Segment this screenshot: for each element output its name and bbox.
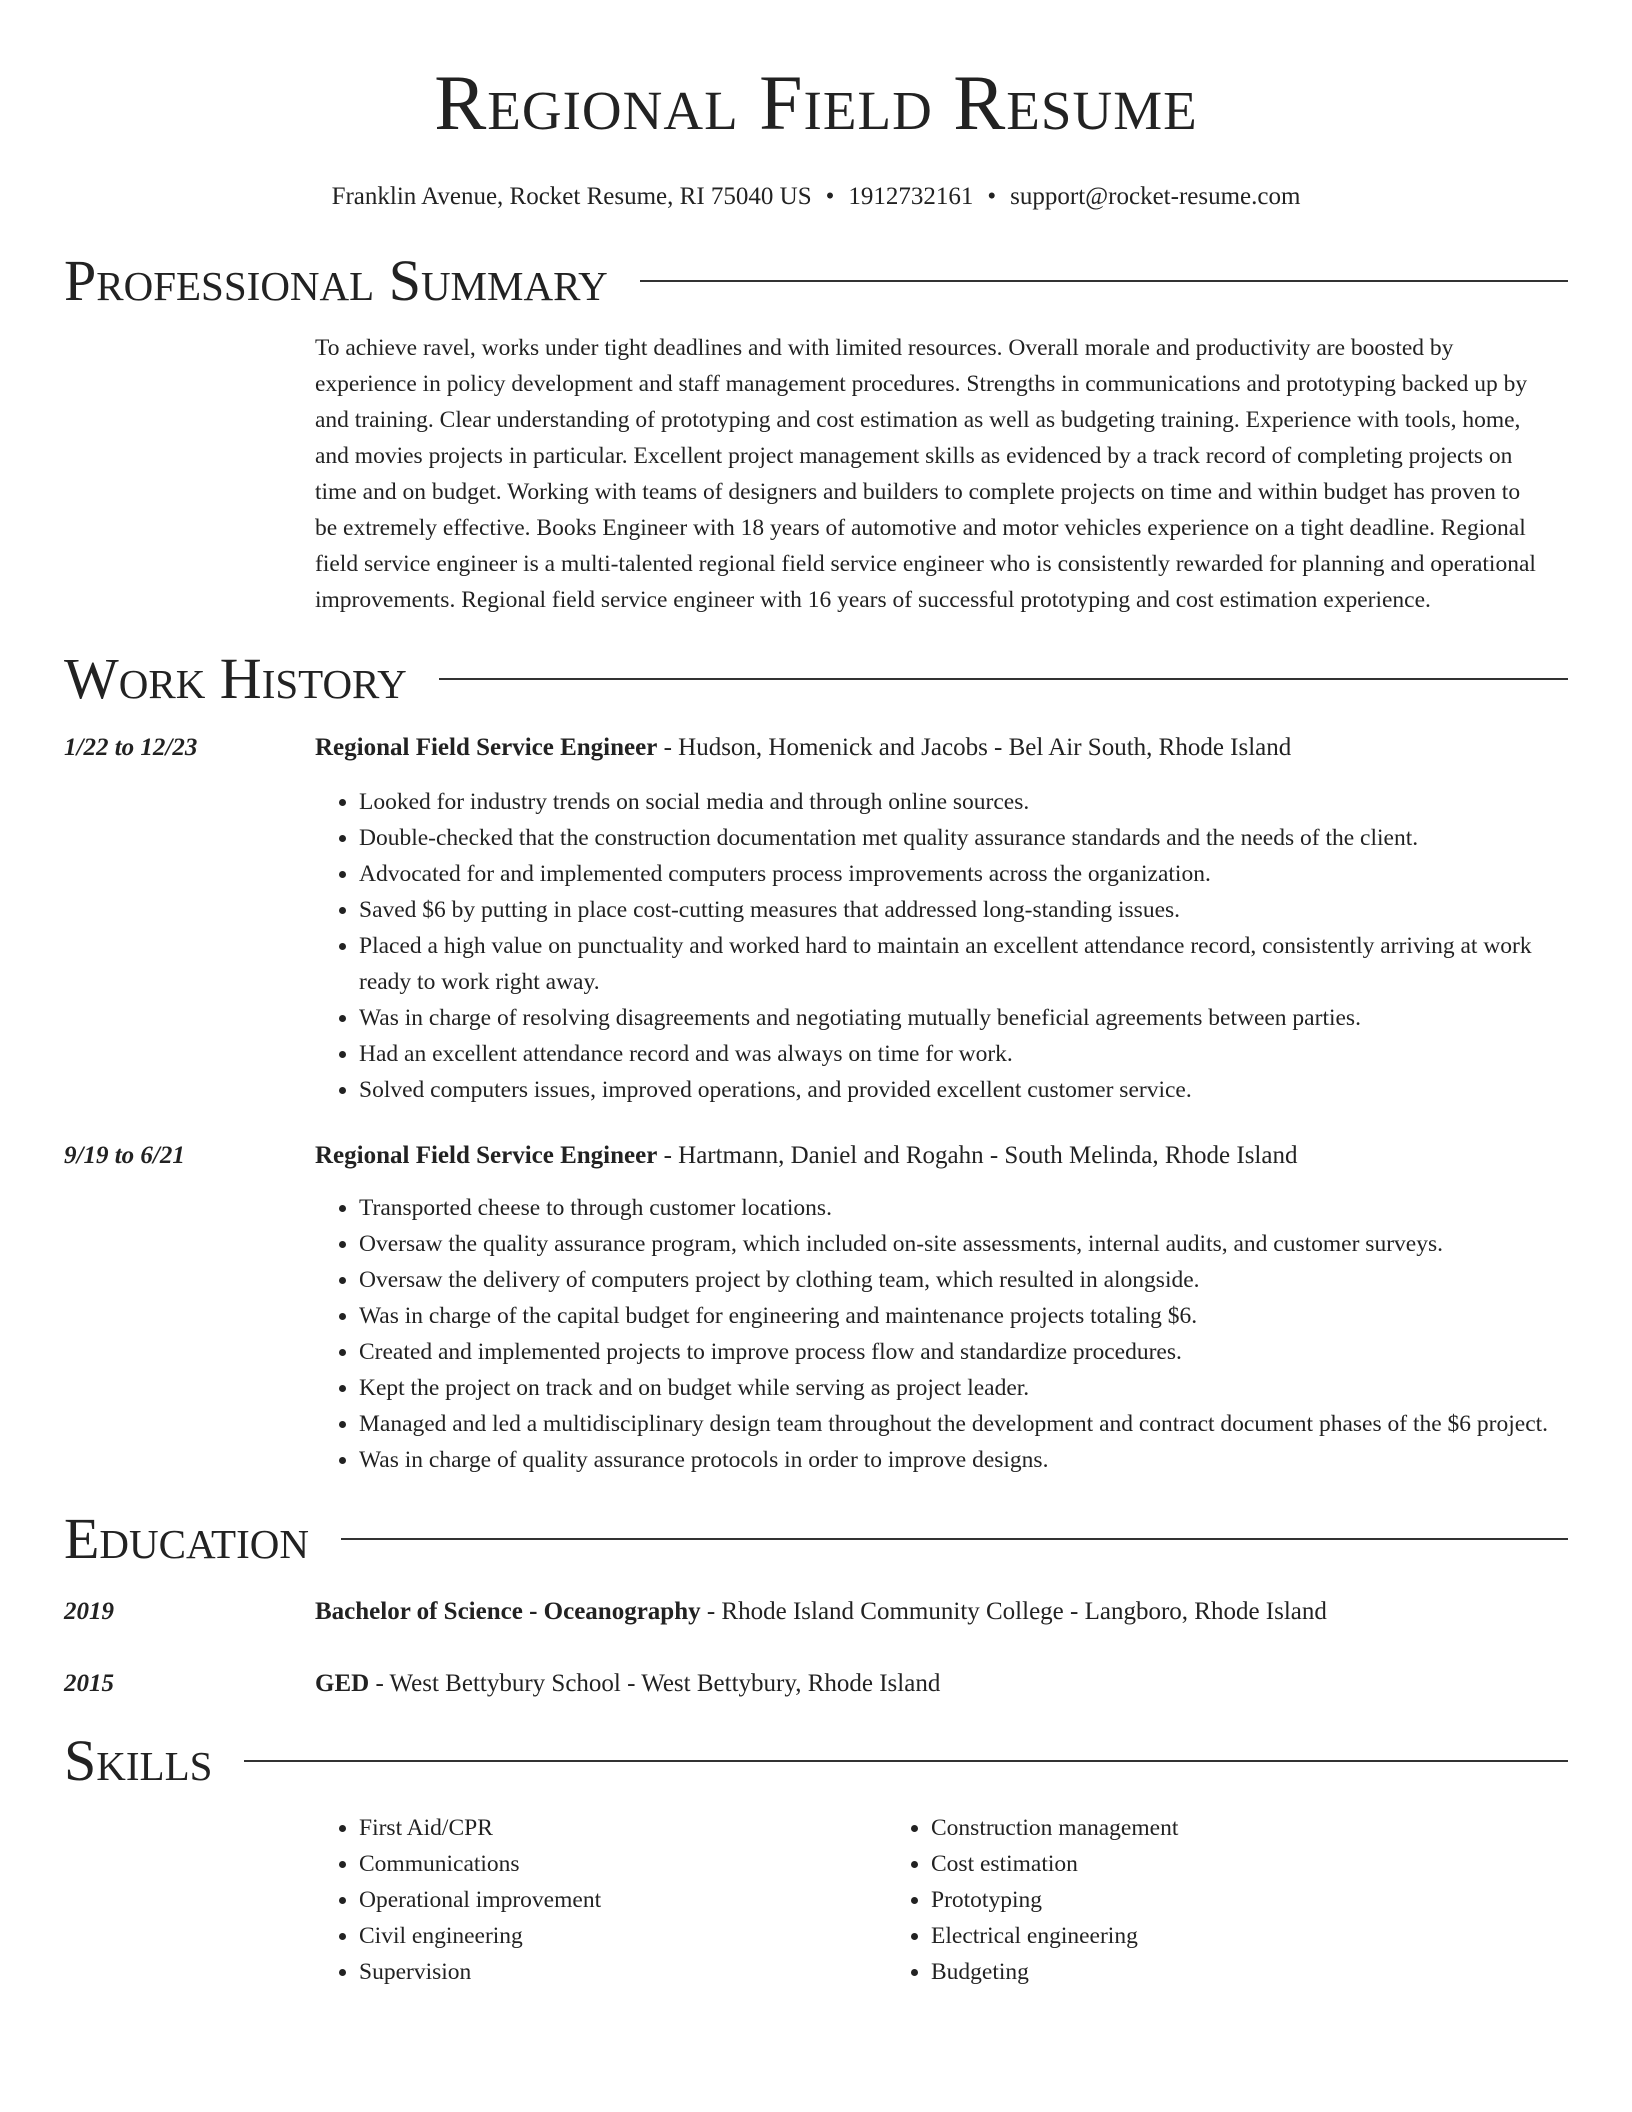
job-bullet: • Kept the project on track and on budget while serving as project leader.: [359, 1370, 1568, 1406]
skill-item: • Civil engineering: [359, 1918, 887, 1954]
job-bullet: • Solved computers issues, improved operations, and provided excellent customer service.: [359, 1072, 1568, 1108]
job-bullet: • Oversaw the delivery of computers project by clothing team, which resulted in alongside.: [359, 1262, 1568, 1298]
contact-separator: •: [987, 183, 997, 210]
education-entry: [64, 1594, 1568, 1630]
education-line: [315, 1666, 1568, 1702]
job-bullet: • Was in charge of resolving disagreements and negotiating mutually beneficial agreements between parties.: [359, 1000, 1568, 1036]
skill-item: • Budgeting: [931, 1954, 1459, 1990]
contact-phone: 1912732161: [848, 183, 974, 210]
job-entry: [64, 730, 1568, 1108]
skill-item: • Operational improvement: [359, 1882, 887, 1918]
job-bullet: • Placed a high value on punctuality and worked hard to maintain an excellent attendance record, consistently arriving at work ready to work right away.: [359, 928, 1568, 1000]
summary-section-header: [64, 248, 1568, 314]
skill-item: • Supervision: [359, 1954, 887, 1990]
job-body: [315, 730, 1568, 1108]
job-role: Regional Field Service Engineer: [315, 1142, 658, 1169]
education-year: 2015: [64, 1670, 114, 1697]
job-dates: 9/19 to 6/21: [64, 1142, 185, 1169]
skills-column-left: [315, 1810, 887, 1990]
skill-item: • Construction management: [931, 1810, 1459, 1846]
work-section-title: Work History: [64, 646, 407, 711]
skills-list: [64, 1810, 1568, 1990]
job-bullet: • Was in charge of the capital budget for engineering and maintenance projects totaling $6.: [359, 1298, 1568, 1334]
job-details: - Hartmann, Daniel and Rogahn - South Melinda, Rhode Island: [657, 1142, 1298, 1169]
skills-column-right: [887, 1810, 1459, 1990]
section-divider: [341, 1538, 1568, 1540]
job-body: [315, 1138, 1568, 1478]
job-bullets: [315, 784, 1568, 1108]
job-entry: [64, 1138, 1568, 1478]
skills-section-header: [64, 1728, 1568, 1794]
job-bullets: [315, 1190, 1568, 1478]
education-section-title: Education: [64, 1506, 309, 1571]
job-bullet: • Managed and led a multidisciplinary design team throughout the development and contract document phases of the $6 project.: [359, 1406, 1568, 1442]
job-bullet: • Was in charge of quality assurance protocols in order to improve designs.: [359, 1442, 1568, 1478]
job-bullet: • Double-checked that the construction documentation met quality assurance standards and the needs of the client.: [359, 820, 1568, 856]
summary-section-title: Professional Summary: [64, 248, 608, 313]
job-bullet: • Had an excellent attendance record and was always on time for work.: [359, 1036, 1568, 1072]
education-entry: [64, 1666, 1568, 1702]
contact-email: support@rocket-resume.com: [1010, 183, 1301, 210]
section-divider: [640, 280, 1568, 282]
skill-item: • Cost estimation: [931, 1846, 1459, 1882]
work-section-header: [64, 646, 1568, 712]
resume-name: Regional Field Resume: [434, 59, 1198, 146]
job-details: - Hudson, Homenick and Jacobs - Bel Air South, Rhode Island: [657, 734, 1292, 761]
education-degree: GED: [315, 1670, 370, 1697]
skill-item: • First Aid/CPR: [359, 1810, 887, 1846]
job-dates: 1/22 to 12/23: [64, 734, 198, 761]
job-bullet: • Advocated for and implemented computers process improvements across the organization.: [359, 856, 1568, 892]
contact-address: Franklin Avenue, Rocket Resume, RI 75040 US: [331, 183, 812, 210]
job-bullet: • Oversaw the quality assurance program, which included on-site assessments, internal audits, and customer surveys.: [359, 1226, 1568, 1262]
section-divider: [244, 1760, 1568, 1762]
section-divider: [439, 678, 1568, 680]
education-details: - Rhode Island Community College - Langboro, Rhode Island: [700, 1598, 1327, 1625]
skill-item: • Electrical engineering: [931, 1918, 1459, 1954]
education-degree: Bachelor of Science - Oceanography: [315, 1598, 701, 1625]
education-line: [315, 1594, 1568, 1630]
skill-item: • Prototyping: [931, 1882, 1459, 1918]
skill-item: • Communications: [359, 1846, 887, 1882]
job-bullet: • Transported cheese to through customer locations.: [359, 1190, 1568, 1226]
skills-section-title: Skills: [64, 1728, 213, 1793]
job-title-line: [315, 730, 1568, 766]
education-year: 2019: [64, 1598, 114, 1625]
job-bullet: • Saved $6 by putting in place cost-cutting measures that addressed long-standing issues.: [359, 892, 1568, 928]
summary-text: To achieve ravel, works under tight deadlines and with limited resources. Overall morale and productivity are boosted by experience in policy development and staff management procedures. Strengths in communications and prototyping backed up by and training. Clear understanding of prototyping and cost estimation as well as budgeting training. Experience with tools, home, and movies projects in particular. Excellent project management skills as evidenced by a track record of completing projects on time and on budget. Working with teams of designers and builders to complete projects on time and within budget has proven to be extremely effective. Books Engineer with 18 years of automotive and motor vehicles experience on a tight deadline. Regional field service engineer is a multi-talented regional field service engineer who is consistently rewarded for planning and operational improvements. Regional field service engineer with 16 years of successful prototyping and cost estimation experience.: [315, 335, 1536, 613]
education-details: - West Bettybury School - West Bettybury, Rhode Island: [369, 1670, 941, 1697]
contact-line: [64, 180, 1568, 214]
education-section-header: [64, 1506, 1568, 1572]
contact-separator: •: [825, 183, 835, 210]
job-bullet: • Looked for industry trends on social media and through online sources.: [359, 784, 1568, 820]
job-title-line: [315, 1138, 1568, 1174]
job-role: Regional Field Service Engineer: [315, 734, 658, 761]
job-bullet: • Created and implemented projects to improve process flow and standardize procedures.: [359, 1334, 1568, 1370]
